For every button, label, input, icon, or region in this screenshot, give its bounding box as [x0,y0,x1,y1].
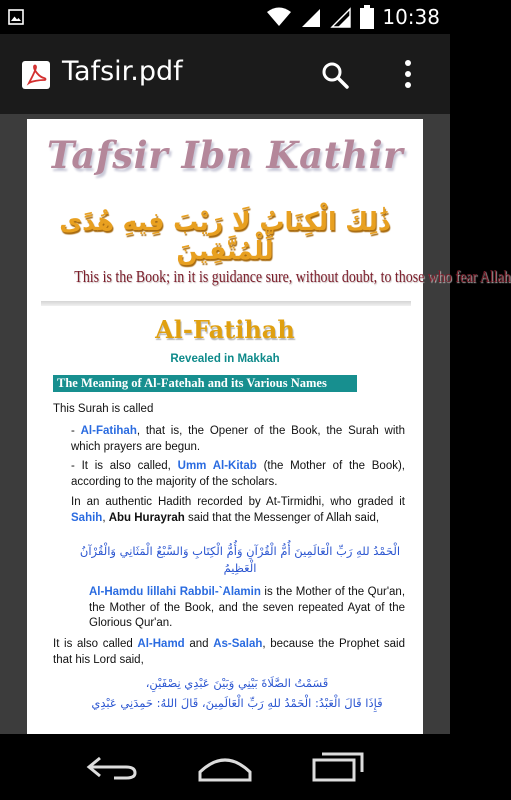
status-bar [0,0,450,34]
narrator-name: Abu Hurayrah [108,511,185,524]
header-title: Tafsir Ibn Kathir [46,133,404,177]
text: In an authentic Hadith recorded by At-Tirmidhi, who graded it [71,496,405,508]
text: It is also called [53,638,138,650]
text: said that the Messenger of Allah said, [184,511,380,524]
surah-title: Al-Fatihah [155,315,295,344]
image-icon [8,9,24,25]
revelation-place: Revealed in Makkah [170,353,280,365]
header-english-verse: This is the Book; in it is guidance sure, without doubt, to those who fear Allah [74,267,511,286]
pdf-viewer[interactable] [0,114,511,734]
highlighted-term: Sahih [71,511,103,524]
paragraph [53,637,405,668]
paragraph [71,495,405,526]
signal-icon [330,6,352,28]
text: (the Mother of the Book), according to the majority of the scholars. [71,460,406,488]
status-icons [266,4,440,30]
overflow-menu-icon[interactable] [398,58,418,90]
arabic-hadith: قَسَمْتُ الصَّلَاةَ بَيْنِي وَبَيْنَ عَبْدِي نِصْفَيْنِ، [145,676,329,690]
file-title: Tafsir.pdf [62,56,183,87]
arabic-hadith: الْحَمْدُ للهِ رَبِّ الْعَالَمِينَ أُمُّ الْقُرْآنِ وَأُمُّ الْكِتَابِ وَالسَّبْعُ الْمَثَانِي وَالْقُرْآنُ الْعَظِيمُ [79,544,401,575]
wifi-icon [266,7,292,27]
header-divider [41,301,411,306]
search-icon[interactable] [320,60,350,90]
text: , [102,511,109,524]
highlighted-term: Al-Hamd [137,638,185,650]
home-icon[interactable] [198,754,252,782]
text: , because the Prophet said that his Lord said, [53,638,406,666]
text: - [71,425,81,437]
text: , that is, the Opener of the Book, the Surah with which prayers are begun. [71,425,406,453]
text: and [184,638,214,650]
signal-icon [300,6,322,28]
pdf-page[interactable] [27,119,511,734]
battery-icon [360,5,374,29]
arabic-hadith: فَإِذَا قَالَ الْعَبْدُ: الْحَمْدُ للهِ رَبِّ الْعَالَمِينَ، قَالَ اللهُ: حَمِدَنِي عَبْدِي [91,696,383,710]
pdf-icon [22,61,50,89]
highlighted-term: Al-Hamdu lillahi Rabbil-`Alamin [89,586,261,598]
navigation-bar [0,734,450,800]
text: - It is also called, [71,460,178,472]
recents-icon[interactable] [312,752,364,782]
paragraph [71,424,405,455]
highlighted-term: As-Salah [213,638,263,650]
highlighted-term: Umm Al-Kitab [177,460,257,472]
highlighted-term: Al-Fatihah [80,425,137,437]
clock: 10:38 [382,5,440,29]
paragraph: This Surah is called [53,403,154,415]
paragraph [89,585,405,632]
section-heading: The Meaning of Al-Fatehah and its Various Names [53,375,357,392]
header-arabic-verse: ذَٰلِكَ الْكِتَابُ لَا رَيْبَ فِيهِ هُدًى لِّلْمُتَّقِينَ [59,207,391,265]
action-bar [0,34,450,114]
paragraph [71,459,405,490]
back-icon[interactable] [86,754,138,780]
text: is the Mother of the Qur'an, the Mother of the Book, and the seven repeated Ayat of the Glorious Qur'an. [89,586,406,629]
